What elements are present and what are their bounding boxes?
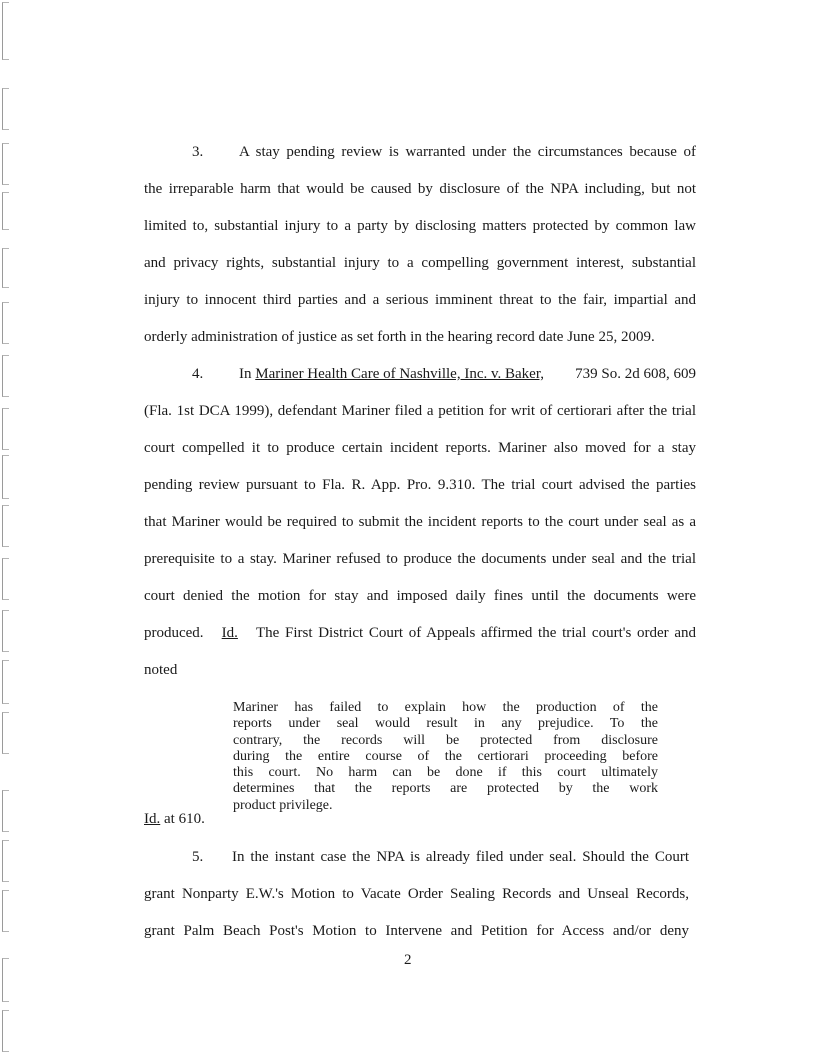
scan-edge-mark — [2, 558, 9, 600]
paragraph-number: 4. — [192, 366, 204, 382]
case-citation: Mariner Health Care of Nashville, Inc. v. Baker, — [255, 366, 544, 382]
scan-edge-mark — [2, 455, 9, 499]
scan-edge-mark — [2, 660, 9, 704]
quote-line: product privilege. — [233, 797, 333, 813]
id-citation: Id. — [144, 811, 161, 827]
paragraph-line: In the instant case the NPA is already filed under seal. Should the Court — [232, 849, 689, 865]
id-citation: Id. — [221, 625, 238, 641]
paragraph-line: pending review pursuant to Fla. R. App. Pro. 9.310. The trial court advised the parties — [144, 477, 696, 493]
quote-line: Mariner has failed to explain how the production of the — [233, 700, 658, 715]
paragraph-line: court denied the motion for stay and imposed daily fines until the documents were — [144, 588, 696, 604]
scan-edge-mark — [2, 408, 9, 450]
paragraph-line: that Mariner would be required to submit the incident reports to the court under seal as a — [144, 514, 696, 530]
paragraph-line: and privacy rights, substantial injury to a compelling government interest, substantial — [144, 255, 696, 271]
paragraph-line: grant Palm Beach Post's Motion to Intervene and Petition for Access and/or deny — [144, 923, 689, 939]
paragraph-line — [239, 365, 696, 383]
paragraph-line: A stay pending review is warranted under the circumstances because of — [239, 144, 696, 160]
paragraph-number: 5. — [192, 849, 204, 865]
scan-edge-mark — [2, 2, 9, 60]
scan-edge-mark — [2, 355, 9, 397]
scan-edge-mark — [2, 302, 9, 344]
paragraph-line: injury to innocent third parties and a serious imminent threat to the fair, impartial and — [144, 292, 696, 308]
court-sentence: The First District Court of Appeals affirmed the trial court's order and — [256, 625, 696, 641]
scan-edge-mark — [2, 712, 9, 754]
paragraph-line: grant Nonparty E.W.'s Motion to Vacate Order Sealing Records and Unseal Records, — [144, 886, 689, 902]
scan-edge-mark — [2, 610, 9, 652]
scan-edge-mark — [2, 88, 9, 130]
pin-cite: at 610. — [160, 811, 205, 827]
paragraph-line: prerequisite to a stay. Mariner refused to produce the documents under seal and the trial — [144, 551, 696, 567]
paragraph-line: (Fla. 1st DCA 1999), defendant Mariner filed a petition for writ of certiorari after the trial — [144, 403, 696, 419]
paragraph-line: court compelled it to produce certain incident reports. Mariner also moved for a stay — [144, 440, 696, 456]
scan-edge-mark — [2, 143, 9, 185]
scan-edge-mark — [2, 1010, 9, 1052]
scan-edge-mark — [2, 505, 9, 547]
paragraph-number: 3. — [192, 144, 204, 160]
paragraph-line: orderly administration of justice as set forth in the hearing record date June 25, 2009. — [144, 329, 655, 345]
quote-line: reports under seal would result in any prejudice. To the — [233, 716, 658, 732]
quote-line: this court. No harm can be done if this court ultimately — [233, 765, 658, 781]
page-number: 2 — [404, 952, 412, 968]
scan-edge-mark — [2, 790, 9, 832]
quote-line: determines that the reports are protected by the work — [233, 781, 658, 797]
paragraph-line: noted — [144, 662, 178, 678]
produced-word: produced. — [144, 625, 204, 641]
scan-edge-mark — [2, 958, 9, 1002]
intro-text: In — [239, 366, 256, 382]
paragraph-line — [144, 624, 696, 642]
scan-edge-mark — [2, 192, 9, 230]
paragraph-line: the irreparable harm that would be caused by disclosure of the NPA including, but not — [144, 181, 696, 197]
scan-edge-mark — [2, 840, 9, 882]
quote-citation — [144, 810, 205, 828]
scan-edge — [0, 0, 12, 1056]
paragraph-line: limited to, substantial injury to a party by disclosing matters protected by common law — [144, 218, 696, 234]
block-quote — [233, 700, 658, 814]
quote-line: during the entire course of the certiorari proceeding before — [233, 748, 658, 764]
quote-line: contrary, the records will be protected from disclosure — [233, 732, 658, 748]
scan-edge-mark — [2, 890, 9, 932]
reporter-citation: 739 So. 2d 608, 609 — [575, 366, 696, 382]
scan-edge-mark — [2, 248, 9, 288]
